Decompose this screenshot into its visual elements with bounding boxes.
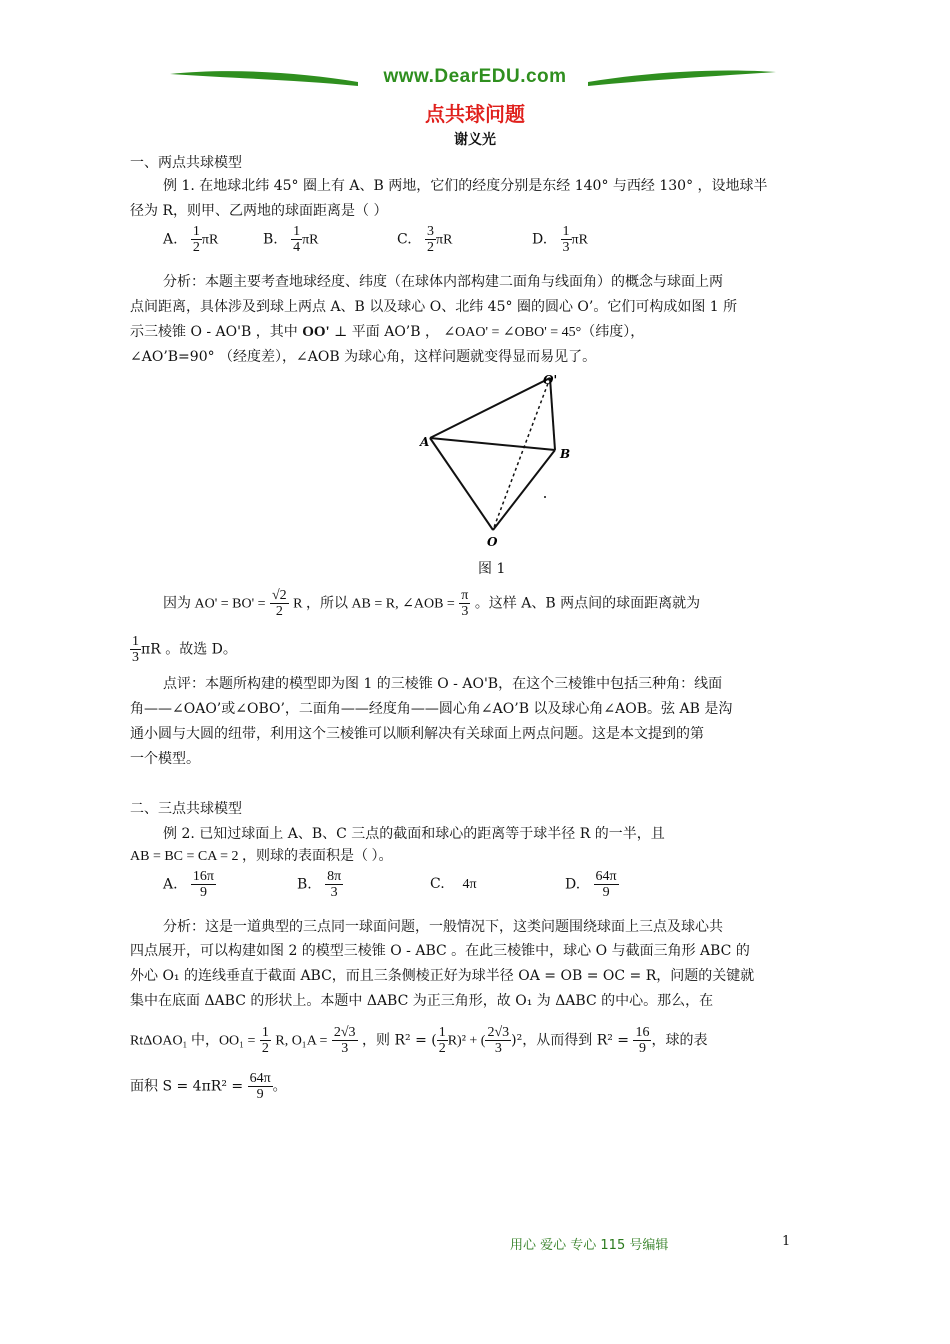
option-a: A. $\frac{1}{2}$ πR — [163, 224, 219, 255]
analysis1-line4: ∠AO’B=90° （经度差），∠AOB 为球心角，这样问题就变得显而易见了。 — [130, 349, 597, 365]
option2-d: D. $\frac{64\pi}{9}$ — [565, 869, 617, 900]
example1-line1: 例 1. 在地球北纬 45° 圈上有 A、B 两地，它们的经度分别是东经 140° 与西经 130° ，设地球半 — [163, 178, 768, 194]
footer-text: 用心 爱心 专心 115 号编辑 — [510, 1238, 669, 1253]
page-title: 点共球问题 — [425, 102, 525, 126]
analysis1-line1: 分析：本题主要考查地球经度、纬度（在球体内部构建二面角与线面角）的概念与球面上两 — [163, 274, 723, 290]
figure-1-caption: 图 1 — [478, 561, 506, 577]
figure-label-b: B — [560, 447, 571, 461]
site-watermark: www.DearEDU.com — [383, 66, 567, 87]
option-b: B. $\frac{1}{4}$ πR — [263, 224, 319, 255]
option2-c: C. 4π — [430, 876, 477, 892]
figure-1-pyramid — [415, 370, 585, 550]
answer-line: $\frac{1}{3}$ πR 。故选 D。 — [132, 634, 237, 665]
analysis2-line5: RtΔOAO₁ 中，OO₁ = $\frac{1}{2}$ R, O₁A = $\frac{2√3}{3}$ ，则 R² = ( $\frac{1}{2}$ R)² + ( $\frac{2√3}{3}$ )²，从而得到 R² = $\frac{16}{9}$ ，球的表 — [130, 1025, 708, 1056]
page-number: 1 — [782, 1234, 791, 1249]
author-name: 谢义光 — [454, 132, 496, 148]
option2-b: B. $\frac{8\pi}{3}$ — [297, 869, 342, 900]
figure-label-o: O — [487, 535, 498, 549]
because-line: 因为 AO' = BO' = $\frac{√2}{2}$ R ，所以 AB = R, ∠AOB = $\frac{\pi}{3}$ 。这样 A、B 两点间的球面距离就为 — [163, 588, 701, 619]
example1-line2: 径为 R，则甲、乙两地的球面距离是（ ） — [130, 203, 388, 219]
example2-line1: 例 2. 已知过球面上 A、B、C 三点的截面和球心的距离等于球半径 R 的一半，且 — [163, 826, 665, 842]
section1-heading: 一、两点共球模型 — [130, 155, 242, 171]
option-d: D. $\frac{1}{3}$ πR — [532, 224, 588, 255]
comment1-line4: 一个模型。 — [130, 751, 200, 767]
comment1-line3: 通小圆与大圆的纽带，利用这个三棱锥可以顺利解决有关球面上两点问题。这是本文提到的第 — [130, 726, 704, 742]
analysis2-line6: 面积 S = 4πR² = $\frac{64\pi}{9}$ 。 — [130, 1071, 287, 1102]
section2-heading: 二、三点共球模型 — [130, 801, 242, 817]
figure-label-o-prime: O' — [543, 373, 558, 387]
example2-line2: AB = BC = CA = 2 ，则球的表面积是（ ）。 — [130, 849, 393, 864]
analysis1-line3: 示三棱锥 O - AO'B ，其中 OO' ⊥ 平面 AO’B ， ∠OAO' = ∠OBO' = 45°（纬度）， — [130, 324, 645, 340]
figure-label-a: A — [420, 435, 430, 449]
analysis2-line1: 分析：这是一道典型的三点同一球面问题，一般情况下，这类问题围绕球面上三点及球心共 — [163, 919, 723, 935]
comment1-line1: 点评：本题所构建的模型即为图 1 的三棱锥 O - AO'B，在这个三棱锥中包括三种角：线面 — [163, 676, 723, 692]
comment1-line2: 角——∠OAO’或∠OBO’，二面角——经度角——圆心角∠AO’B 以及球心角∠AOB。弦 AB 是沟 — [130, 701, 733, 717]
analysis2-line3: 外心 O₁ 的连线垂直于截面 ABC，而且三条侧棱正好为球半径 OA = OB = OC = R，问题的关键就 — [130, 968, 755, 984]
option2-a: A. $\frac{16\pi}{9}$ — [163, 869, 214, 900]
analysis2-line4: 集中在底面 ΔABC 的形状上。本题中 ΔABC 为正三角形，故 O₁ 为 ΔABC 的中心。那么，在 — [130, 993, 714, 1009]
analysis2-line2: 四点展开，可以构建如图 2 的模型三棱锥 O - ABC 。在此三棱锥中，球心 O 与截面三角形 ABC 的 — [130, 943, 750, 959]
option-c: C. $\frac{3}{2}$ πR — [397, 224, 453, 255]
analysis1-line2: 点间距离，具体涉及到球上两点 A、B 以及球心 O、北纬 45° 圈的圆心 O’。它们可构成如图 1 所 — [130, 299, 738, 315]
